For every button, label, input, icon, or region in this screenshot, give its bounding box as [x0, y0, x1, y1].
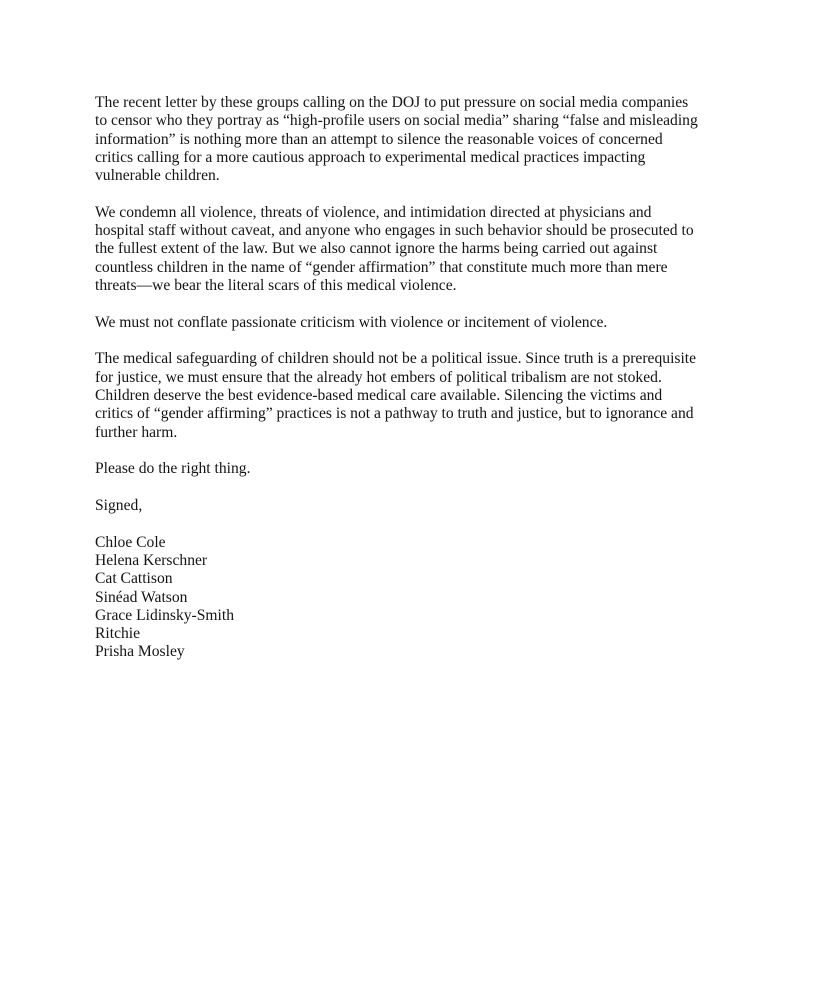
paragraph-line: for justice, we must ensure that the already hot embers of political tribalism are not stoked. [95, 368, 662, 386]
paragraph-line: Children deserve the best evidence-based medical care available. Silencing the victims and [95, 387, 663, 405]
paragraph-line: The recent letter by these groups calling on the DOJ to put pressure on social media companies [95, 94, 689, 111]
signer-name: Helena Kerschner [95, 551, 208, 569]
paragraph-line: further harm. [95, 423, 178, 441]
paragraph-safeguarding [95, 350, 735, 441]
paragraph-conflate [95, 314, 735, 332]
paragraph-line: threats—we bear the literal scars of this medical violence. [95, 277, 457, 295]
paragraph-line: critics calling for a more cautious approach to experimental medical practices impacting [95, 148, 646, 166]
paragraph-spacer [95, 479, 735, 497]
signer-name: Grace Lidinsky-Smith [95, 606, 235, 624]
paragraph-spacer [95, 515, 735, 533]
paragraph-line: critics of “gender affirming” practices is not a pathway to truth and justice, but to ignorance and [95, 405, 694, 423]
signer-list [95, 534, 735, 662]
paragraph-line: to censor who they portray as “high-profile users on social media” sharing “false and misleading [95, 112, 698, 130]
paragraph-right-thing [95, 460, 735, 478]
signer-name: Cat Cattison [95, 570, 173, 588]
paragraph-line: Please do the right thing. [95, 460, 251, 478]
paragraph-condemn-violence [95, 204, 735, 295]
paragraph-line: countless children in the name of “gender affirmation” that constitute much more than mere [95, 258, 668, 276]
signer-name: Sinéad Watson [95, 588, 188, 606]
signer-name: Prisha Mosley [95, 643, 185, 661]
paragraph-line: the fullest extent of the law. But we also cannot ignore the harms being carried out against [95, 240, 658, 258]
paragraph-doj-letter [95, 94, 735, 185]
paragraph-line: We condemn all violence, threats of violence, and intimidation directed at physicians and [95, 203, 652, 221]
closing-text: Signed, [95, 497, 143, 514]
paragraph-line: hospital staff without caveat, and anyone who engages in such behavior should be prosecuted to [95, 222, 694, 240]
paragraph-line: vulnerable children. [95, 167, 220, 185]
letter-body [95, 94, 735, 662]
paragraph-line: The medical safeguarding of children should not be a political issue. Since truth is a prerequisite [95, 350, 697, 368]
paragraph-line: information” is nothing more than an attempt to silence the reasonable voices of concerned [95, 130, 663, 148]
closing [95, 497, 735, 515]
paragraph-spacer [95, 332, 735, 350]
paragraph-spacer [95, 295, 735, 313]
paragraph-spacer [95, 442, 735, 460]
signer-name: Chloe Cole [95, 533, 166, 551]
signer-name: Ritchie [95, 625, 141, 643]
paragraph-spacer [95, 185, 735, 203]
paragraph-line: We must not conflate passionate criticism with violence or incitement of violence. [95, 313, 608, 331]
